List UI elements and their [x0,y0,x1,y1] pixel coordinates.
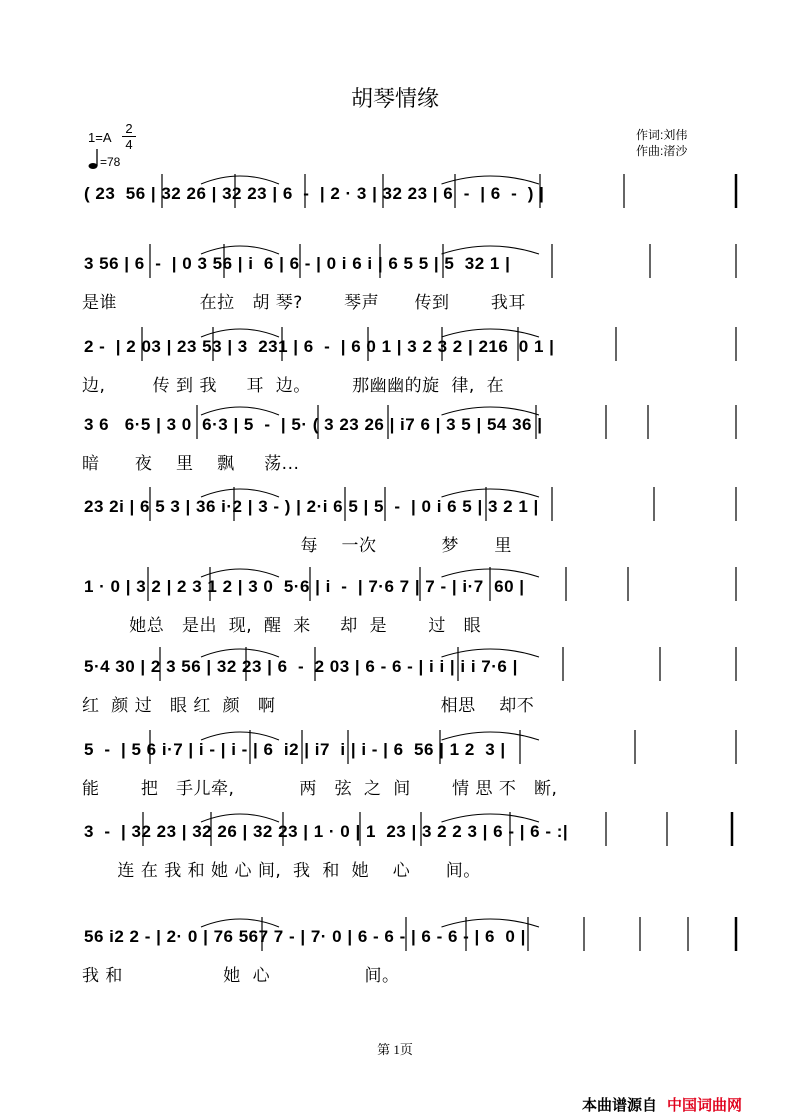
notation-line: 23 2i | 6 5 3 | 36 i·2 | 3 - ) | 2·i 6 5 | 5 - | 0 i 6 5 | 3 2 1 | [84,497,539,516]
score-row [0,800,790,880]
slur-arc [201,814,279,822]
slur-arc [201,407,279,415]
slur-arc [442,649,540,657]
slur-arc [201,649,279,657]
notation-line: 2 - | 2 03 | 23 53 | 3 231 | 6 - | 6 0 1 | 3 2 3 2 | 216 0 1 | [84,337,555,356]
tempo-marking: =78 [100,155,121,169]
slur-arc [442,919,540,927]
score-title: 胡琴情缘 [350,87,439,112]
key-signature: 1=A [88,130,112,145]
source-label: 本曲谱源自 [582,1096,658,1114]
score-row [0,393,790,473]
notation-line: 5 - | 5 6 i·7 | i - | i - | 6 i2 | i7 i | i - | 6 56 | 1 2 3 | [84,740,506,759]
slur-arc [442,814,540,822]
time-signature-bottom: 4 [122,136,136,152]
slur-arc [442,329,540,337]
composer-credit: 作曲:渚沙 [636,144,688,158]
slur-arc [201,732,279,740]
slur-arc [442,407,540,415]
notation-line: 56 i2 2 - | 2· 0 | 76 567 7 - | 7· 0 | 6 - 6 - | 6 - 6 - | 6 0 | [84,927,526,946]
score-row [0,475,790,555]
slur-arc [201,176,279,184]
score-row [0,635,790,715]
lyric-line: 我 和 她 心 间。 [82,966,400,986]
slur-arc [201,919,279,927]
source-site-link[interactable]: 中国词曲网 [667,1096,743,1114]
slur-arc [442,489,540,497]
slur-arc [442,246,540,254]
lyric-line: 她总 是出 现, 醒 来 却 是 过 眼 [82,616,482,636]
slur-arc [201,569,279,577]
lyric-line: 边, 传 到 我 耳 边。 那幽幽的旋 律, 在 [82,376,505,396]
lyric-line: 暗 夜 里 飘 荡... [82,454,300,474]
notation-line: 1 · 0 | 3 2 | 2 3 1 2 | 3 0 5·6 | i - | 7·6 7 | 7 - | i·7 60 | [84,577,525,596]
slur-arc [201,246,279,254]
notation-line: ( 23 56 | 32 26 | 32 23 | 6 - | 2 · 3 | 32 23 | 6 - | 6 - ) | [84,184,545,203]
credits [636,127,687,159]
score-row [0,162,790,242]
notation-line: 3 56 | 6 - | 0 3 56 | i 6 | 6 - | 0 i 6 i | 6 5 5 | 5 32 1 | [84,254,511,273]
score-row [0,555,790,635]
slur-arc [442,732,540,740]
notation-line: 5·4 30 | 2 3 56 | 32 23 | 6 - 2 03 | 6 - 6 - | i i | i i 7·6 | [84,657,518,676]
lyric-line: 连 在 我 和 她 心 间, 我 和 她 心 间。 [82,861,481,881]
time-signature [122,121,136,152]
lyricist-credit: 作词:刘伟 [636,128,688,142]
lyric-line: 红 颜 过 眼 红 颜 啊 相思 却不 [82,696,535,716]
slur-arc [201,489,279,497]
slur-arc [442,176,540,184]
time-signature-top: 2 [125,121,133,136]
score-row [0,232,790,312]
score-row [0,905,790,985]
lyric-line: 是谁 在拉 胡 琴? 琴声 传到 我耳 [82,293,526,313]
notation-line: 3 6 6·5 | 3 0 6·3 | 5 - | 5· ( 3 23 26 | i7 6 | 3 5 | 54 36 | [84,415,543,434]
lyric-line: 每 一次 梦 里 [82,536,512,556]
notation-line: 3 - | 32 23 | 32 26 | 32 23 | 1 · 0 | 1 23 | 3 2 2 3 | 6 - | 6 - :| [84,822,569,841]
score-row [0,315,790,395]
page-number: 第 1页 [377,1042,413,1057]
score-row [0,718,790,798]
lyric-line: 能 把 手儿牵, 两 弦 之 间 情 思 不 断, [82,779,558,799]
source-credit [582,1094,742,1115]
